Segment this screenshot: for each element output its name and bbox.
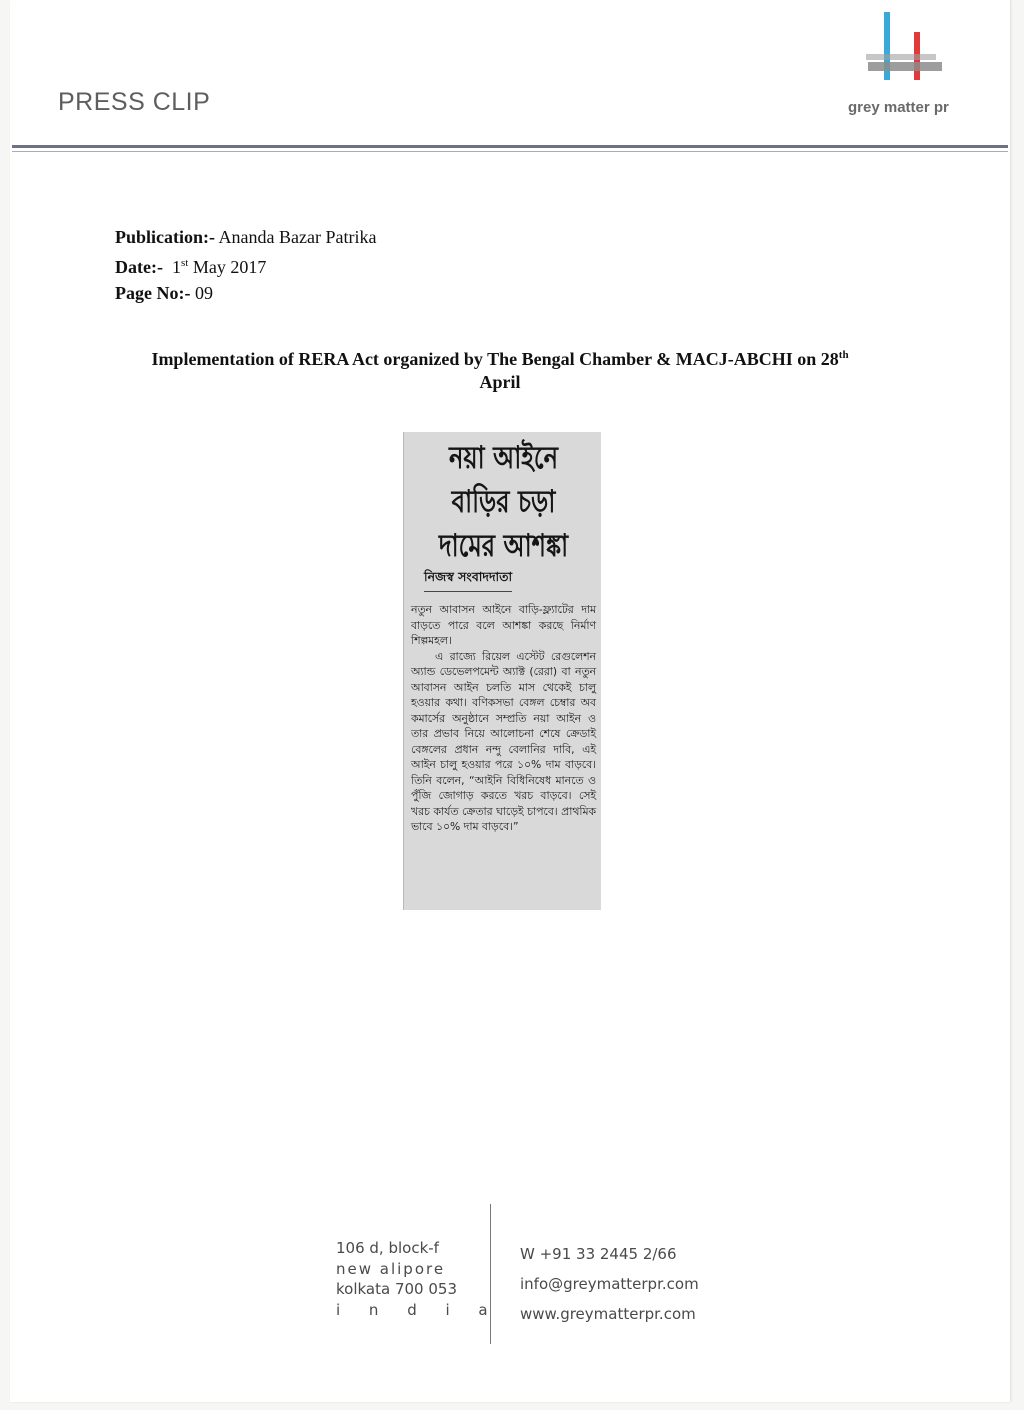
page-label: Page No:- (115, 283, 191, 303)
clipping-paragraph: এ রাজ্যে রিয়েল এস্টেট রেগুলেশন অ্যান্ড ডেভেলপমেন্ট অ্যাক্ট (রেরা) বা নতুন আবাসন আইন চলতি মাস থেকেই চালু হওয়ার কথা। বণিকসভা বেঙ্গল চেম্বার অব কমার্সের অনুষ্ঠানে সম্প্রতি নয়া আইন ও তার প্রভাব নিয়ে আলোচনা শেষে ক্রেডাই বেঙ্গলের প্রধান নন্দু বেলানির দাবি, এই আইন চালু হওয়ার পরে ১০% দাম বাড়বে। তিনি বলেন, “আইনি বিধিনিষেধ মানতে ও পুঁজি জোগাড় করতে খরচ বাড়বে। সেই খরচ কার্যত ক্রেতার ঘাড়েই চাপবে। প্রাথমিক ভাবে ১০% দাম বাড়বে।” (411, 649, 596, 833)
address-line: 106 d, block-f (336, 1239, 439, 1257)
clip-title (110, 344, 890, 394)
newspaper-clipping (403, 432, 601, 910)
date-rest: May 2017 (192, 257, 267, 277)
header-rule-thin (12, 151, 1008, 152)
date-label: Date:- (115, 257, 163, 277)
address-line: new alipore (336, 1259, 446, 1278)
clipping-paragraph: নতুন আবাসন আইনে বাড়ি-ফ্ল্যাটের দাম বাড়তে পারে বলে আশঙ্কা করছে নির্মাণ শিল্পমহল। (411, 603, 596, 647)
publication-label: Publication:- (115, 227, 216, 247)
page-title: PRESS CLIP (58, 88, 211, 116)
date-suffix: st (180, 257, 189, 269)
logo-bars-icon (864, 10, 946, 88)
clipping-byline: নিজস্ব সংবাদদাতা (424, 569, 512, 592)
contact-phone: W +91 33 2445 2/66 (520, 1245, 677, 1263)
clip-title-suffix: th (838, 349, 849, 361)
footer-address (336, 1238, 500, 1320)
date-line (115, 250, 376, 280)
publication-meta (115, 224, 376, 306)
brand-logo (848, 10, 978, 122)
clipping-body (411, 602, 596, 835)
contact-email[interactable]: info@greymatterpr.com (520, 1275, 699, 1293)
contact-website[interactable]: www.greymatterpr.com (520, 1305, 696, 1323)
address-line: kolkata 700 053 (336, 1280, 457, 1298)
publication-line (115, 224, 376, 250)
page-value: 09 (194, 283, 213, 303)
clip-title-text: Implementation of RERA Act organized by The Bengal Chamber & MACJ-ABCHI on 28 (151, 349, 839, 369)
date-day: 1 (171, 257, 181, 277)
clipping-headline-line: নয়া আইনে (448, 440, 559, 476)
clipping-headline (410, 436, 597, 568)
page-line (115, 280, 376, 306)
clipping-headline-line: দামের আশঙ্কা (438, 528, 569, 564)
brand-name: grey matter pr (848, 99, 949, 116)
clip-title-line2: April (479, 372, 521, 392)
publication-value: Ananda Bazar Patrika (218, 227, 377, 247)
clipping-headline-line: বাড়ির চড়া (451, 484, 556, 520)
address-line: i n d i a (336, 1300, 500, 1319)
header-rule (12, 145, 1008, 148)
footer-contact (520, 1239, 699, 1329)
